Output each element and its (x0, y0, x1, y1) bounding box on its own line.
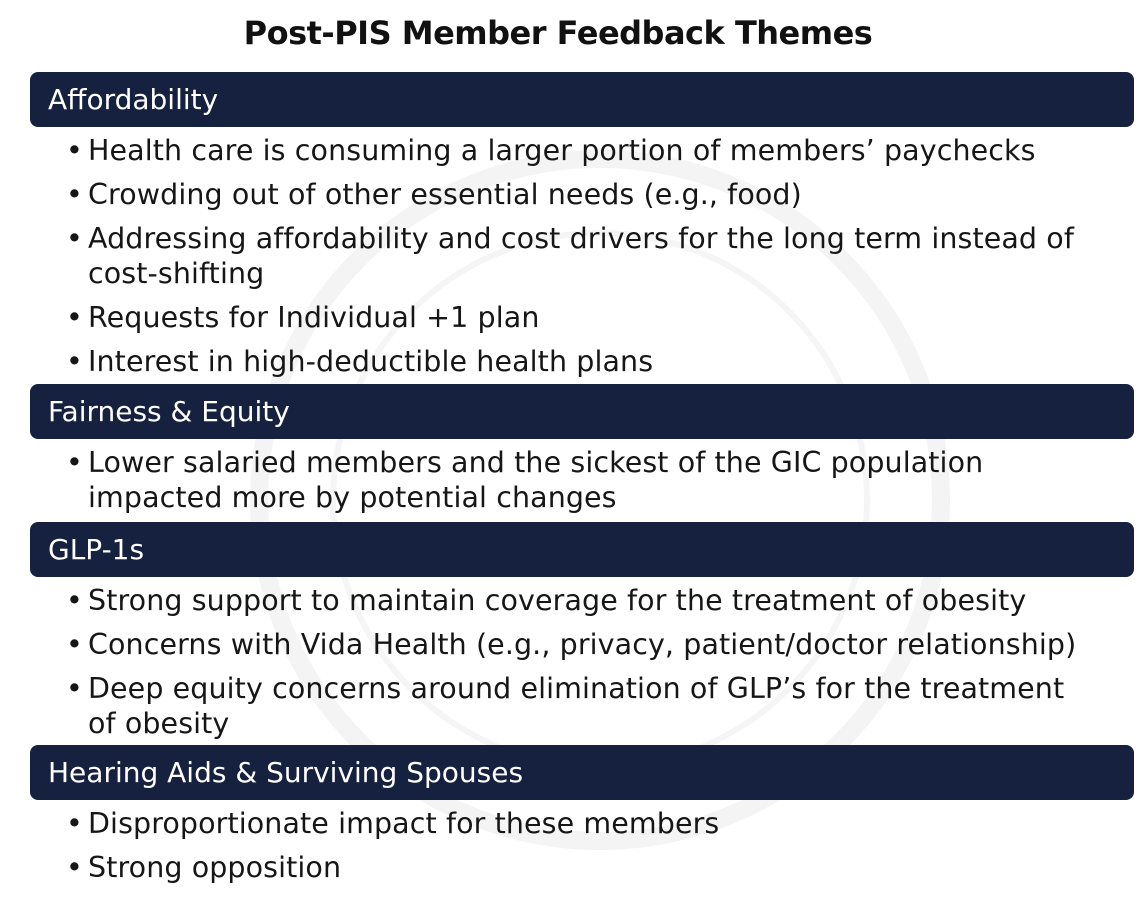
page-title: Post-PIS Member Feedback Themes (243, 14, 873, 52)
bullet-text-line-2: impacted more by potential changes (88, 481, 617, 514)
section-hearing-aids-surviving-spouses (30, 745, 1134, 894)
bullet-dot: • (66, 851, 83, 884)
bullet-list (30, 439, 1134, 515)
bullet-item (30, 344, 1134, 379)
bullet-text: Concerns with Vida Health (e.g., privacy, patient/doctor relationship) (88, 628, 1077, 661)
bullet-item (30, 583, 1134, 618)
bullet-list (30, 800, 1134, 885)
bullet-text-line-2: of obesity (88, 707, 230, 740)
bullet-dot: • (66, 807, 83, 840)
bullet-item (30, 300, 1134, 335)
bullet-item (30, 806, 1134, 841)
bullet-text: Requests for Individual +1 plan (88, 301, 540, 334)
section-header-affordability: Affordability (30, 72, 1134, 127)
bullet-dot: • (66, 672, 83, 705)
bullet-list (30, 577, 1134, 741)
bullet-text-line-1: Addressing affordability and cost drivers for the long term instead of (88, 222, 1074, 255)
bullet-item (30, 671, 1134, 741)
section-fairness-equity (30, 384, 1134, 524)
bullet-dot: • (66, 446, 83, 479)
bullet-dot: • (66, 134, 83, 167)
bullet-text: Crowding out of other essential needs (e.g., food) (88, 178, 802, 211)
bullet-item (30, 627, 1134, 662)
bullet-dot: • (66, 345, 83, 378)
bullet-text: Health care is consuming a larger portion of members’ paychecks (88, 134, 1036, 167)
section-header-hearing-aids: Hearing Aids & Surviving Spouses (30, 745, 1134, 800)
bullet-text-line-2: cost-shifting (88, 257, 265, 290)
section-affordability (30, 72, 1134, 388)
bullet-list (30, 127, 1134, 379)
bullet-dot: • (66, 178, 83, 211)
bullet-dot: • (66, 222, 83, 255)
bullet-item (30, 177, 1134, 212)
bullet-text: Strong support to maintain coverage for the treatment of obesity (88, 584, 1027, 617)
section-glp-1s (30, 522, 1134, 750)
bullet-text: Interest in high-deductible health plans (88, 345, 654, 378)
bullet-text-line-1: Lower salaried members and the sickest of the GIC population (88, 446, 984, 479)
bullet-item (30, 850, 1134, 885)
bullet-dot: • (66, 584, 83, 617)
bullet-dot: • (66, 301, 83, 334)
section-header-glp-1s: GLP-1s (30, 522, 1134, 577)
bullet-item (30, 445, 1134, 515)
bullet-dot: • (66, 628, 83, 661)
bullet-text: Strong opposition (88, 851, 342, 884)
bullet-item (30, 133, 1134, 168)
bullet-item (30, 221, 1134, 291)
bullet-text-line-1: Deep equity concerns around elimination of GLP’s for the treatment (88, 672, 1065, 705)
section-header-fairness-equity: Fairness & Equity (30, 384, 1134, 439)
bullet-text: Disproportionate impact for these members (88, 807, 720, 840)
